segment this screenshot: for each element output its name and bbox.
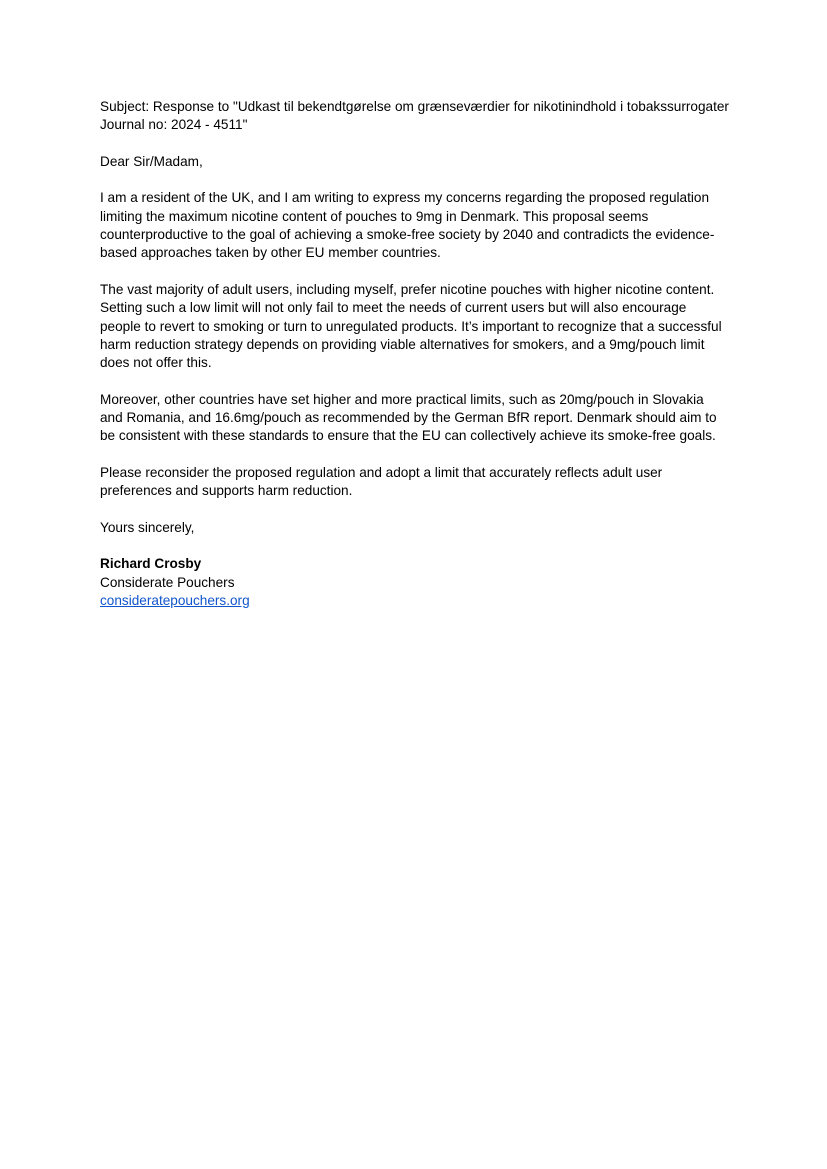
signature-block (100, 555, 730, 610)
signature-name: Richard Crosby (100, 556, 202, 572)
body-paragraph-1: I am a resident of the UK, and I am writing to express my concerns regarding the proposed regulation limiting the maximum nicotine content of pouches to 9mg in Denmark. This proposal seems counterproductive to the goal of achieving a smoke-free society by 2040 and contradicts the evidence-based approaches taken by other EU member countries. (100, 190, 715, 261)
body-paragraph-4: Please reconsider the proposed regulation and adopt a limit that accurately reflects adult user preferences and supports harm reduction. (100, 464, 663, 499)
website-link[interactable]: consideratepouchers.org (100, 593, 250, 609)
body-paragraph-2: The vast majority of adult users, including myself, prefer nicotine pouches with higher nicotine content. Setting such a low limit will not only fail to meet the needs of current users but will also encourage people to revert to smoking or turn to unregulated products. It’s important to recognize that a successful harm reduction strategy depends on providing viable alternatives for smokers, and a 9mg/pouch limit does not offer this. (100, 281, 722, 371)
signature-organization: Considerate Pouchers (100, 574, 235, 590)
body-paragraph-3: Moreover, other countries have set higher and more practical limits, such as 20mg/pouch in Slovakia and Romania, and 16.6mg/pouch as recommended by the German BfR report. Denmark should aim to be consistent with these standards to ensure that the EU can collectively achieve its smoke-free goals. (100, 391, 717, 444)
letter-body (100, 98, 730, 610)
salutation: Dear Sir/Madam, (100, 153, 203, 169)
closing: Yours sincerely, (100, 519, 195, 535)
subject-line: Subject: Response to "Udkast til bekendtgørelse om grænseværdier for nikotinindhold i tobakssurrogater Journal no: 2024 - 4511" (100, 99, 729, 133)
